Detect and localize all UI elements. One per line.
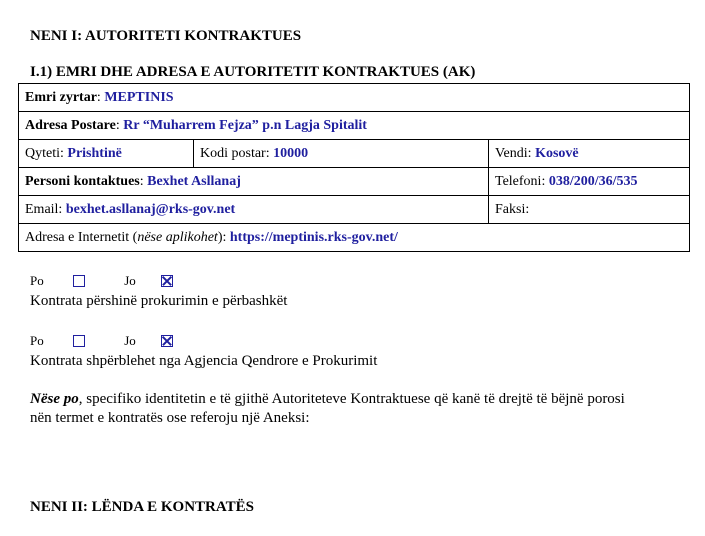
phone-label: Telefoni: [495, 173, 546, 189]
question-1-text: Kontrata përshinë prokurimin e përbashkët [30, 293, 288, 309]
internet-label-italic: nëse aplikohet [137, 229, 218, 245]
official-name-row: Emri zyrtar: MEPTINIS [19, 84, 690, 112]
q1-yes-label: Po [30, 273, 44, 289]
question-1-options [30, 272, 173, 289]
email-value: bexhet.asllanaj@rks-gov.net [65, 201, 236, 217]
email-label: Email: [25, 201, 63, 217]
place-value: Kosovë [535, 145, 579, 161]
postal-address-label: Adresa Postare [25, 117, 116, 133]
section-1-title: NENI I: AUTORITETI KONTRAKTUES [30, 28, 302, 44]
place-label: Vendi: [495, 145, 532, 161]
q1-yes-checkbox[interactable] [73, 275, 85, 287]
contact-person-value: Bexhet Asllanaj [147, 173, 241, 189]
question-2-text: Kontrata shpërblehet nga Agjencia Qendrore e Prokurimit [30, 353, 378, 369]
official-name-value: MEPTINIS [104, 89, 174, 105]
instruction-line-1: , specifiko identitetin e të gjithë Autoriteteve Kontraktuese që kanë të drejtë të bëjnë porosi [78, 391, 625, 407]
section-1-subtitle: I.1) EMRI DHE ADRESA E AUTORITETIT KONTRAKTUES (AK) [30, 64, 476, 80]
contact-row: Personi kontaktues: Bexhet Asllanaj Telefoni: 038/200/36/535 [19, 168, 690, 196]
internet-value: https://meptinis.rks-gov.net/ [229, 229, 398, 245]
postal-code-label: Kodi postar: [200, 145, 270, 161]
section-2-title: NENI II: LËNDA E KONTRATËS [30, 499, 254, 515]
q2-yes-checkbox[interactable] [73, 335, 85, 347]
instruction-paragraph [30, 390, 680, 428]
internet-label-end: ): [217, 229, 227, 245]
q2-no-checkbox[interactable] [161, 335, 173, 347]
fax-label: Faksi: [495, 201, 530, 217]
postal-code-value: 10000 [273, 145, 309, 161]
instruction-line-2: nën termet e kontratës ose referoju një Aneksi: [30, 410, 310, 426]
city-label: Qyteti: [25, 145, 64, 161]
internet-label: Adresa e Internetit ( [25, 229, 138, 245]
city-value: Prishtinë [67, 145, 122, 161]
phone-value: 038/200/36/535 [548, 173, 638, 189]
postal-address-value: Rr “Muharrem Fejza” p.n Lagja Spitalit [123, 117, 367, 133]
email-row [19, 196, 690, 224]
q1-no-label: Jo [124, 273, 136, 289]
internet-row [19, 224, 690, 252]
q2-yes-label: Po [30, 333, 44, 349]
official-name-label: Emri zyrtar [25, 89, 97, 105]
q1-no-checkbox[interactable] [161, 275, 173, 287]
contracting-authority-table [18, 83, 690, 252]
postal-address-row: Adresa Postare: Rr “Muharrem Fejza” p.n Lagja Spitalit [19, 112, 690, 140]
instruction-lead: Nëse po [30, 391, 79, 407]
question-2-options [30, 332, 173, 349]
q2-no-label: Jo [124, 333, 136, 349]
city-row [19, 140, 690, 168]
contact-person-label: Personi kontaktues [25, 173, 140, 189]
